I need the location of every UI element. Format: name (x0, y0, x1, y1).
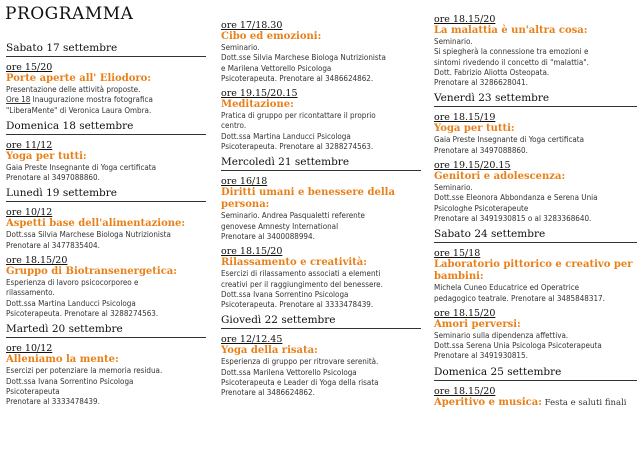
event-detail-line: Psicoterapeuta e Leader di Yoga della risata (221, 378, 379, 388)
day-heading: Martedì 20 settembre (6, 323, 206, 338)
event (221, 176, 421, 242)
event-detail-line: Prenotare al 3486624862. (221, 388, 315, 398)
event-detail-line: rilassamento. (6, 288, 55, 298)
event (434, 248, 637, 304)
event-time: ore 16/18 (221, 176, 268, 188)
event-detail-line: Psicologhe Psicoterapeute (434, 203, 529, 213)
event-title: Laboratorio pittorico e creativo per bambini: (434, 259, 633, 283)
event-title: Aspetti base dell'alimentazione: (6, 218, 186, 230)
event-detail-line: Pratica di gruppo per ricontattare il proprio (221, 111, 376, 121)
event-title: Yoga per tutti: (434, 123, 515, 135)
event-time: ore 15/18 (434, 248, 481, 260)
event-detail-line: Psicoterapeuta. Prenotare al 3288274563. (6, 308, 159, 318)
event-detail-line: Dott. Fabrizio Aliotta Osteopata. (434, 67, 550, 77)
event-title: Alleniamo la mente: (6, 354, 119, 366)
event-detail-line: Seminario. (434, 183, 473, 193)
event-detail-line: Dott.ssa Ivana Sorrentino Psicologa (6, 376, 134, 386)
event-time: ore 18.15/19 (434, 112, 496, 124)
event (434, 14, 637, 88)
event-time: ore 18.15/20 (6, 255, 68, 267)
event-detail-line: Prenotare al 3491930815. (434, 351, 528, 361)
event (6, 255, 206, 319)
event-time: ore 17/18.30 (221, 20, 283, 31)
event-title: Yoga per tutti: (6, 150, 87, 162)
event-detail-line: Esperienza di lavoro psicocorporeo e (6, 278, 139, 288)
event-detail-line: Psicoterapeuta. Prenotare al 3333478439. (221, 300, 374, 310)
event-detail-line: Prenotare al 3491930815 o al 3283368640. (434, 213, 592, 223)
event (434, 386, 637, 409)
event-detail-line: Esercizi di rilassamento associati a elementi (221, 269, 381, 279)
event-detail-line: e Marilena Vettorello Psicologa (221, 63, 332, 73)
event-detail-line: Seminario sulla dipendenza affettiva. (434, 330, 569, 340)
event-title: Cibo ed emozioni: (221, 31, 322, 42)
event-detail-line: Seminario. Andrea Pasqualetti referente (221, 211, 365, 221)
event-detail-line: Seminario. (434, 37, 473, 46)
event-title: Rilassamento e creatività: (221, 257, 367, 269)
event-detail-line: Dott.sse Eleonora Abbondanza e Serena Unia (434, 193, 598, 203)
event-detail-line: Prenotare al 3497088860. (6, 173, 100, 183)
event-detail-line: pedagogico teatrale. Prenotare al 3485848317. (434, 293, 605, 303)
event-detail-line: Esercizi per potenziare la memoria residua. (6, 366, 163, 376)
day-heading: Sabato 17 settembre (6, 42, 206, 57)
event (434, 112, 637, 156)
event-title: Porte aperte all' Eliodoro: (6, 73, 152, 84)
day-heading: Sabato 24 settembre (434, 228, 637, 243)
event-detail-line: Michela Cuneo Educatrice ed Operatrice (434, 283, 580, 293)
day-heading: Giovedì 22 settembre (221, 314, 421, 329)
inline-time: Ore 18 (6, 95, 31, 105)
event-detail-line: Presentazione delle attività proposte. (6, 85, 141, 94)
event-detail-line: Seminario. (221, 43, 260, 52)
event-detail-line: Dott.ssa Marilena Vettorello Psicologa (221, 367, 357, 377)
event-detail-line: Prenotare al 3333478439. (6, 397, 100, 407)
event-detail-line: Dott.ssa Silvia Marchese Biologa Nutrizionista (6, 230, 171, 240)
event-detail-line: Prenotare al 3497088860. (434, 145, 528, 155)
event (6, 207, 206, 251)
page-title: PROGRAMMA (5, 4, 134, 24)
event-detail-line: Gaia Preste Insegnante di Yoga certificata (434, 135, 585, 145)
column-3 (434, 14, 637, 413)
event (434, 308, 637, 362)
event-detail-line: Prenotare al 3286628041. (434, 78, 528, 88)
event-time: ore 10/12 (6, 343, 53, 355)
event-title: Yoga della risata: (221, 345, 318, 357)
event-title: La malattia è un'altra cosa: (434, 25, 588, 36)
event-title: Aperitivo e musica: Festa e saluti finali (434, 396, 627, 408)
event (221, 88, 421, 152)
event-time: ore 18.15/20 (434, 14, 496, 25)
event-time: ore 15/20 (6, 62, 53, 73)
event (221, 334, 421, 398)
event-detail-line: Gaia Preste Insegnante di Yoga certificata (6, 162, 157, 172)
event-detail-line: centro. (221, 121, 247, 131)
event-time: ore 18.15/20 (434, 385, 496, 397)
event-detail-line: Psicoterapeuta. Prenotare al 3486624862. (221, 73, 374, 83)
event-detail-line: creativi per il raggiungimento del benessere. (221, 279, 383, 289)
day-heading: Lunedì 19 settembre (6, 187, 206, 202)
event (221, 20, 421, 84)
event-detail-line: Dott.sse Silvia Marchese Biologa Nutrizionista (221, 53, 386, 63)
event-title: Amori perversi: (434, 318, 521, 330)
column-2 (221, 20, 421, 403)
event (6, 343, 206, 407)
event-time: ore 18.15/20 (221, 246, 283, 258)
event-time: ore 19.15/20.15 (434, 160, 511, 172)
day-heading: Mercoledì 21 settembre (221, 156, 421, 171)
day-heading: Venerdì 23 settembre (434, 92, 637, 107)
event-time: ore 11/12 (6, 139, 53, 151)
event-title: Gruppo di Biotransenergetica: (6, 266, 177, 278)
event (6, 140, 206, 184)
event-detail-line: Prenotare al 3400088994. (221, 231, 315, 241)
event-detail-line: "LiberaMente" di Veronica Laura Ombra. (6, 105, 152, 115)
event-detail-line: Psicoterapeuta. Prenotare al 3288274563. (221, 142, 374, 152)
event-title: Genitori e adolescenza: (434, 171, 566, 183)
day-heading: Domenica 25 settembre (434, 366, 637, 381)
event-detail-line: Dott.ssa Martina Landucci Psicologa (6, 298, 136, 308)
event-detail-line: Si spiegherà la connessione tra emozioni e (434, 47, 589, 57)
event-title-note: Festa e saluti finali (541, 397, 627, 408)
event-detail-line: Prenotare al 3477835404. (6, 240, 100, 250)
day-heading: Domenica 18 settembre (6, 120, 206, 135)
event-detail-line: sintomi rivedendo il concetto di "malattia". (434, 57, 589, 67)
event-detail-line: Ore 18 Inaugurazione mostra fotografica (6, 95, 153, 105)
event-detail-line: Dott.ssa Ivana Sorrentino Psicologa (221, 289, 349, 299)
event-title: Diritti umani e benessere della persona: (221, 187, 395, 211)
event-detail-line: Dott.ssa Serena Unia Psicologa Psicoterapeuta (434, 341, 602, 351)
event-time: ore 18.15/20 (434, 307, 496, 319)
event (6, 62, 206, 116)
event-detail-line: Dott.ssa Martina Landucci Psicologa (221, 131, 351, 141)
event (434, 160, 637, 224)
event-detail-line: Esperienza di gruppo per ritrovare serenità. (221, 357, 379, 367)
event-time: ore 19.15/20.15 (221, 88, 298, 100)
event-detail-line: genovese Amnesty International (221, 221, 339, 231)
event-time: ore 12/12.45 (221, 334, 283, 346)
event-time: ore 10/12 (6, 207, 53, 219)
event-detail-line: Psicoterapeuta (6, 386, 60, 396)
event-title: Meditazione: (221, 99, 294, 111)
column-1 (6, 42, 206, 411)
event (221, 246, 421, 310)
